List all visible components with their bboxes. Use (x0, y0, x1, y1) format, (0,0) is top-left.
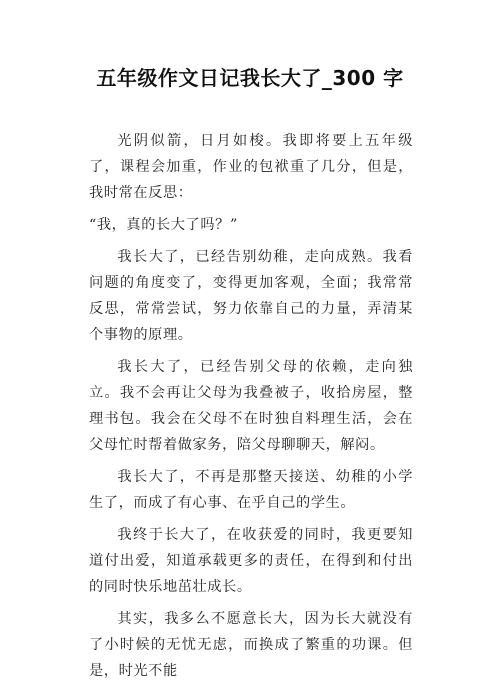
paragraph-6: 我终于长大了，在收获爱的同时，我更要知道付出爱，知道承载更多的责任，在得到和付出的同时快乐地茁壮成长。 (89, 527, 413, 595)
paragraph-1: 光阴似箭，日月如梭。我即将要上五年级了，课程会加重，作业的包袱重了几分，但是，我时常在反思： (89, 133, 413, 201)
paragraph-3: 我长大了，已经告别幼稚，走向成熟。我看问题的角度变了，变得更加客观，全面；我常常反思，常常尝试，努力依靠自己的力量，弄清某个事物的原理。 (89, 249, 413, 343)
paragraph-4: 我长大了，已经告别父母的依赖，走向独立。我不会再让父母为我叠被子，收拾房屋，整理书包。我会在父母不在时独自料理生活，会在父母忙时帮着做家务，陪父母聊聊天，解闷。 (89, 359, 413, 453)
paragraph-5: 我长大了，不再是那整天接送、幼稚的小学生了，而成了有心事、在乎自己的学生。 (89, 469, 413, 511)
document-title: 五年级作文日记我长大了_300 字 (96, 66, 404, 90)
paragraph-2: “我，真的长大了吗？” (89, 217, 238, 233)
paragraph-7: 其实，我多么不愿意长大，因为长大就没有了小时候的无忧无虑，而换成了繁重的功课。但是，时光不能 (89, 611, 413, 679)
document-body (89, 128, 413, 690)
